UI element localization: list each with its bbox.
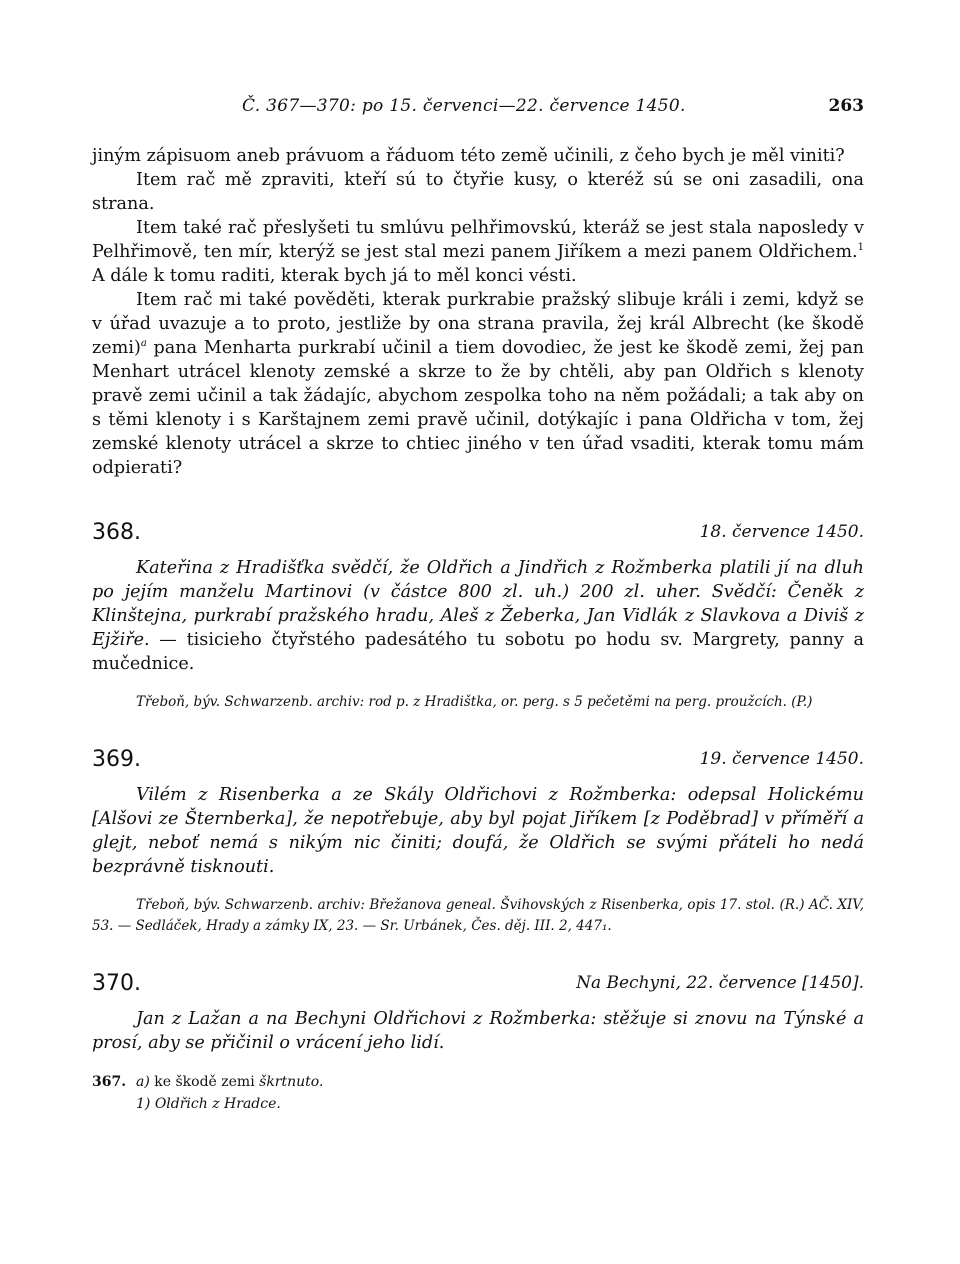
entry-source: Třeboň, býv. Schwarzenb. archiv: rod p. z Hradištka, or. perg. s 5 pečetěmi na perg. proužcích. (P.) — [136, 694, 813, 710]
footnote-body: ke škodě zemi — [149, 1074, 260, 1090]
regest-quote: — tisicieho čtyřstého padesátého tu sobotu po hodu sv. Margrety, panny a mučednice. — [92, 630, 864, 674]
paragraph-text: A dále k tomu raditi, kterak bych já to měl konci vésti. — [92, 266, 577, 286]
footnote-body: 1) Oldřich z Hradce. — [136, 1096, 281, 1112]
paragraph-text: Item také rač přeslyšeti tu smlúvu pelhřimovskú, kteráž se jest stala naposledy v Pelhřimově, ten mír, kterýž se jest stal mezi panem Jiříkem a mezi panem Oldřichem. — [92, 218, 864, 262]
footnote-spacer — [92, 1093, 136, 1115]
footnote-1 — [92, 1093, 864, 1115]
running-header — [92, 96, 864, 122]
entry-heading — [92, 971, 864, 1001]
entry-date: Na Bechyni, 22. července [1450]. — [576, 973, 864, 993]
entry-number: 369. — [92, 747, 141, 772]
regest-text: Kateřina z Hradišťka svědčí, že Oldřich a Jindřich z Rožmberka platili jí na dluh po jejím manželu Martinovi (v částce 800 zl. uh.) 200 zl. uher. Svědčí: Čeněk z Klinštejna, purkrabí pražského hradu, Aleš z Žeberka, Jan Vidlák z Slavkova a Diviš z Ejžiře. — [92, 558, 864, 650]
entry-date: 18. července 1450. — [699, 522, 864, 542]
footnote-entry-label: 367. — [92, 1074, 127, 1090]
footnote-a — [92, 1071, 864, 1093]
footnote-key: a) — [136, 1074, 150, 1090]
paragraph — [92, 288, 864, 480]
entry-number: 368. — [92, 520, 141, 545]
footnote-text — [136, 1071, 323, 1093]
footnote-remark: škrtnuto. — [259, 1074, 324, 1090]
entry-regest: Vilém z Risenberka a ze Skály Oldřichovi z Rožmberka: odepsal Holickému [Alšovi ze Šternberka], že nepotřebuje, aby byl pojat Jiříkem [z Poděbrad] v příměří a glejt, neboť nemá s nikým nic činiti; doufá, že Oldřich se svými přáteli ho nedá bezprávně tisknouti. — [92, 785, 864, 877]
footnote-marker: 1 — [857, 242, 864, 254]
paragraph: Item rač mě zpraviti, kteří sú to čtyřie kusy, o kteréž sú se oni zasadili, ona strana. — [92, 170, 864, 214]
entry-number: 370. — [92, 971, 141, 996]
entry-heading — [92, 520, 864, 550]
paragraph: jiným zápisuom aneb právuom a řáduom této země učinili, z čeho bych je měl viniti? — [92, 146, 845, 166]
entry-regest: Jan z Lažan a na Bechyni Oldřichovi z Rožmberka: stěžuje si znovu na Týnské a prosí, aby se přičinil o vrácení jeho lidí. — [92, 1009, 864, 1053]
footnote-text — [136, 1093, 281, 1115]
running-title: Č. 367—370: po 15. červenci—22. července 1450. — [242, 96, 686, 116]
page — [92, 96, 864, 1115]
paragraph-text: Item rač mi také pověděti, kterak purkrabie pražský slibuje králi i zemi, když se v úřad uvazuje a to proto, jestliže by ona strana pravila, žej král Albrecht (ke škodě zemi) — [92, 290, 864, 358]
footnote-marker: a — [140, 338, 147, 350]
entry-date: 19. července 1450. — [699, 749, 864, 769]
footnotes — [92, 1071, 864, 1115]
entry-source: Třeboň, býv. Schwarzenb. archiv: Břežanova geneal. Švihovských z Risenberka, opis 17. stol. (R.) AČ. XIV, 53. — Sedláček, Hrady a zámky IX, 23. — Sr. Urbánek, Čes. děj. III. 2, 447₁. — [92, 897, 864, 934]
paragraph — [92, 216, 864, 288]
entry-heading — [92, 747, 864, 777]
paragraph-text: pana Menharta purkrabí učinil a tiem dovodiec, že jest ke škodě zemi, žej pan Menhart utrácel klenoty zemské a skrze to že by chtěli, aby pan Oldřich s klenoty pravě zemi učinil a tak žádajíc, abychom zespolka toho na něm požádali; a tak aby on s těmi klenoty i s Karštajnem zemi pravě učinil, dotýkajíc i pana Oldřicha v tom, žej zemské klenoty utrácel a skrze to chtiec jiného v ten úřad vsaditi, kterak tomu mám odpierati? — [92, 338, 864, 478]
page-number: 263 — [828, 96, 864, 116]
entry-regest — [92, 556, 864, 676]
